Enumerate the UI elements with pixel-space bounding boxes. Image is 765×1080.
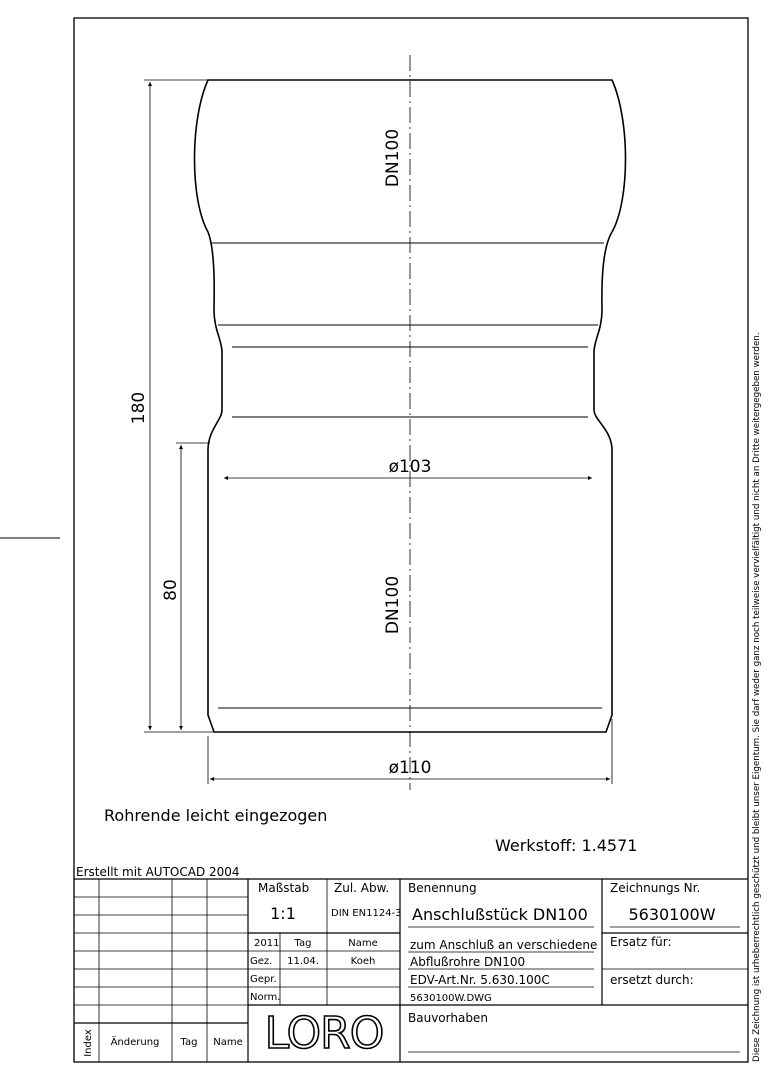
description-line-1: zum Anschluß an verschiedene — [410, 938, 598, 952]
scale-label: Maßstab — [258, 881, 310, 895]
drawn-label: Gez. — [250, 956, 273, 967]
scale-value: 1:1 — [270, 904, 296, 923]
note-tube-end: Rohrende leicht eingezogen — [104, 806, 328, 825]
description-line-2: Abflußrohre DN100 — [410, 955, 526, 969]
title-label: Benennung — [408, 881, 477, 895]
dimension-outer-diameter: ø110 — [388, 758, 432, 778]
part-label-upper: DN100 — [383, 128, 403, 188]
part-label-lower: DN100 — [383, 575, 403, 635]
note-material: Werkstoff: 1.4571 — [495, 836, 638, 855]
dimension-total-length: 180 — [129, 391, 149, 425]
project-label: Bauvorhaben — [408, 1011, 488, 1025]
year-value: 2011 — [254, 938, 280, 949]
checked-label: Gepr. — [250, 974, 277, 985]
drawing-number-value: 5630100W — [628, 905, 716, 924]
name-label: Name — [348, 938, 378, 949]
norm-label: Norm. — [250, 992, 281, 1003]
revision-index-label: Index — [83, 1029, 94, 1057]
title-value: Anschlußstück DN100 — [412, 905, 588, 924]
article-number: EDV-Art.Nr. 5.630.100C — [410, 973, 550, 987]
drawing-number-label: Zeichnungs Nr. — [610, 881, 701, 895]
revision-name-label: Name — [213, 1037, 243, 1048]
day-label: Tag — [294, 938, 312, 949]
note-created-with: Erstellt mit AUTOCAD 2004 — [76, 865, 240, 879]
tolerance-label: Zul. Abw. — [334, 881, 390, 895]
file-name: 5630100W.DWG — [410, 993, 492, 1004]
dimension-spigot-length: 80 — [161, 579, 181, 601]
revision-day-label: Tag — [180, 1037, 198, 1048]
replaced-by-label: ersetzt durch: — [610, 973, 694, 987]
tolerance-value: DIN EN1124-3 — [331, 908, 402, 919]
dimension-inner-diameter: ø103 — [388, 457, 432, 477]
revision-change-label: Änderung — [110, 1037, 160, 1048]
copyright-notice: Diese Zeichnung ist urheberrechtlich geschützt und bleibt unser Eigentum. Sie darf weder ganz noch teilweise vervielfältigt und nicht an Dritte weitergegeben werden. — [752, 332, 762, 1062]
drawn-day: 11.04. — [287, 956, 319, 967]
drawn-name: Koeh — [350, 956, 376, 967]
company-logo: LORO — [264, 1008, 384, 1059]
replaces-label: Ersatz für: — [610, 935, 672, 949]
